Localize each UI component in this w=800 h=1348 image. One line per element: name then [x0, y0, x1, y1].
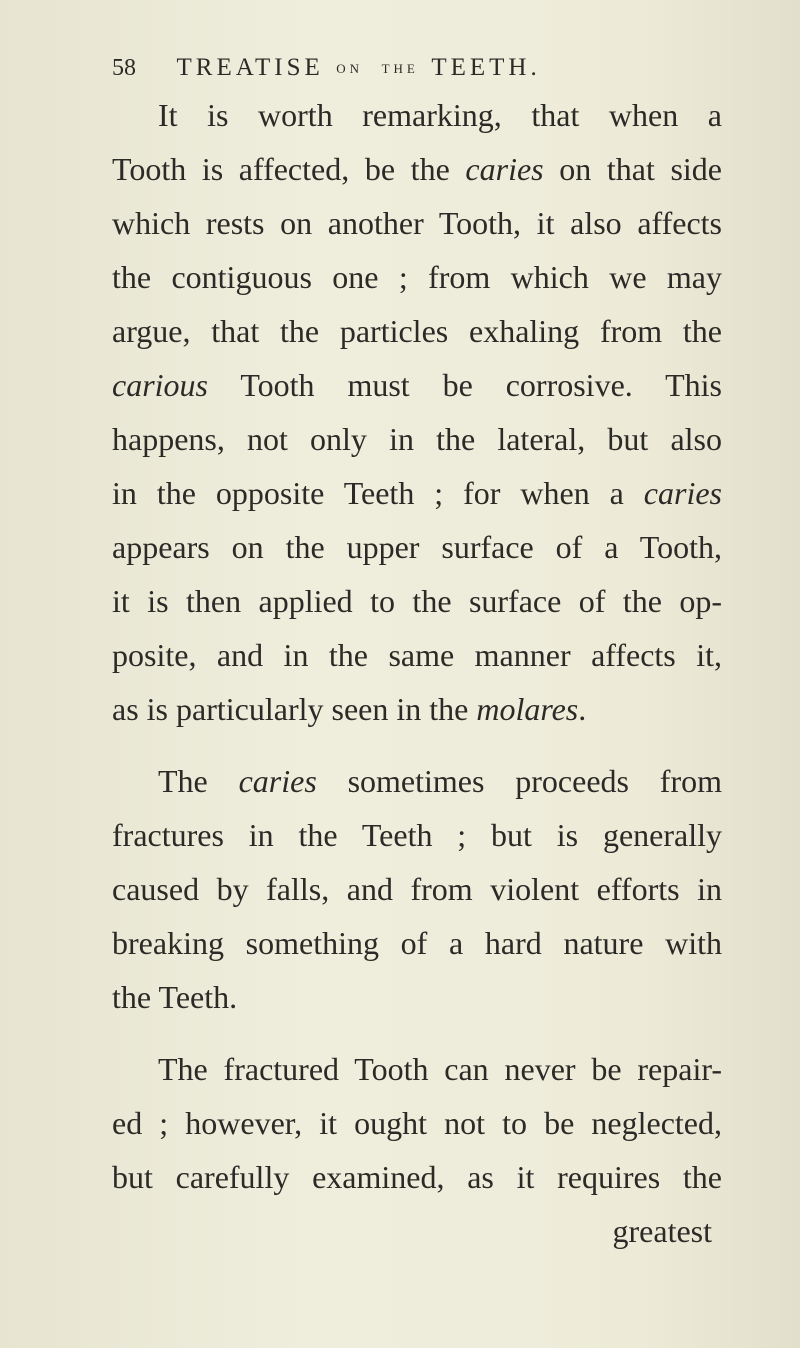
text-line: the Teeth.	[112, 979, 238, 1015]
header-word-treatise: TREATISE	[176, 54, 324, 81]
text-line: as is particularly seen in the molares.	[112, 691, 587, 727]
italic-term: caries	[465, 151, 544, 187]
body-text	[112, 88, 722, 1258]
text-line: which rests on another Tooth, it also affects	[112, 205, 722, 241]
italic-term: caries	[238, 763, 317, 799]
text-line: The caries sometimes proceeds from	[158, 763, 722, 799]
text-line: posite, and in the same manner affects it,	[112, 637, 722, 673]
text-line: in the opposite Teeth ; for when a caries	[112, 475, 722, 511]
page-number: 58	[112, 55, 136, 81]
text-line: ed ; however, it ought not to be neglected,	[112, 1105, 722, 1141]
text-line: The fractured Tooth can never be repair-	[158, 1051, 722, 1087]
header-word-teeth: TEETH.	[431, 54, 541, 81]
text-line: the contiguous one ; from which we may	[112, 259, 722, 295]
italic-term: caries	[643, 475, 722, 511]
catchword: greatest	[612, 1213, 712, 1249]
text-line: caused by falls, and from violent efforts in	[112, 871, 722, 907]
header-word-on: ON	[336, 61, 364, 76]
italic-term: molares	[476, 691, 579, 727]
text-line: it is then applied to the surface of the op-	[112, 583, 722, 619]
text-line: but carefully examined, as it requires the	[112, 1159, 722, 1195]
text-line: happens, not only in the lateral, but also	[112, 421, 722, 457]
running-header	[112, 52, 712, 82]
text-line: argue, that the particles exhaling from the	[112, 313, 722, 349]
text-line: appears on the upper surface of a Tooth,	[112, 529, 722, 565]
paragraph-gap	[112, 736, 722, 754]
text-line: carious Tooth must be corrosive. This	[112, 367, 722, 403]
italic-term: carious	[112, 367, 208, 403]
header-word-the: THE	[381, 61, 419, 76]
text-line: Tooth is affected, be the caries on that side	[112, 151, 723, 187]
text-line: It is worth remarking, that when a	[158, 97, 722, 133]
text-line: fractures in the Teeth ; but is generally	[112, 817, 722, 853]
text-line: breaking something of a hard nature with	[112, 925, 722, 961]
paragraph-gap	[112, 1024, 722, 1042]
